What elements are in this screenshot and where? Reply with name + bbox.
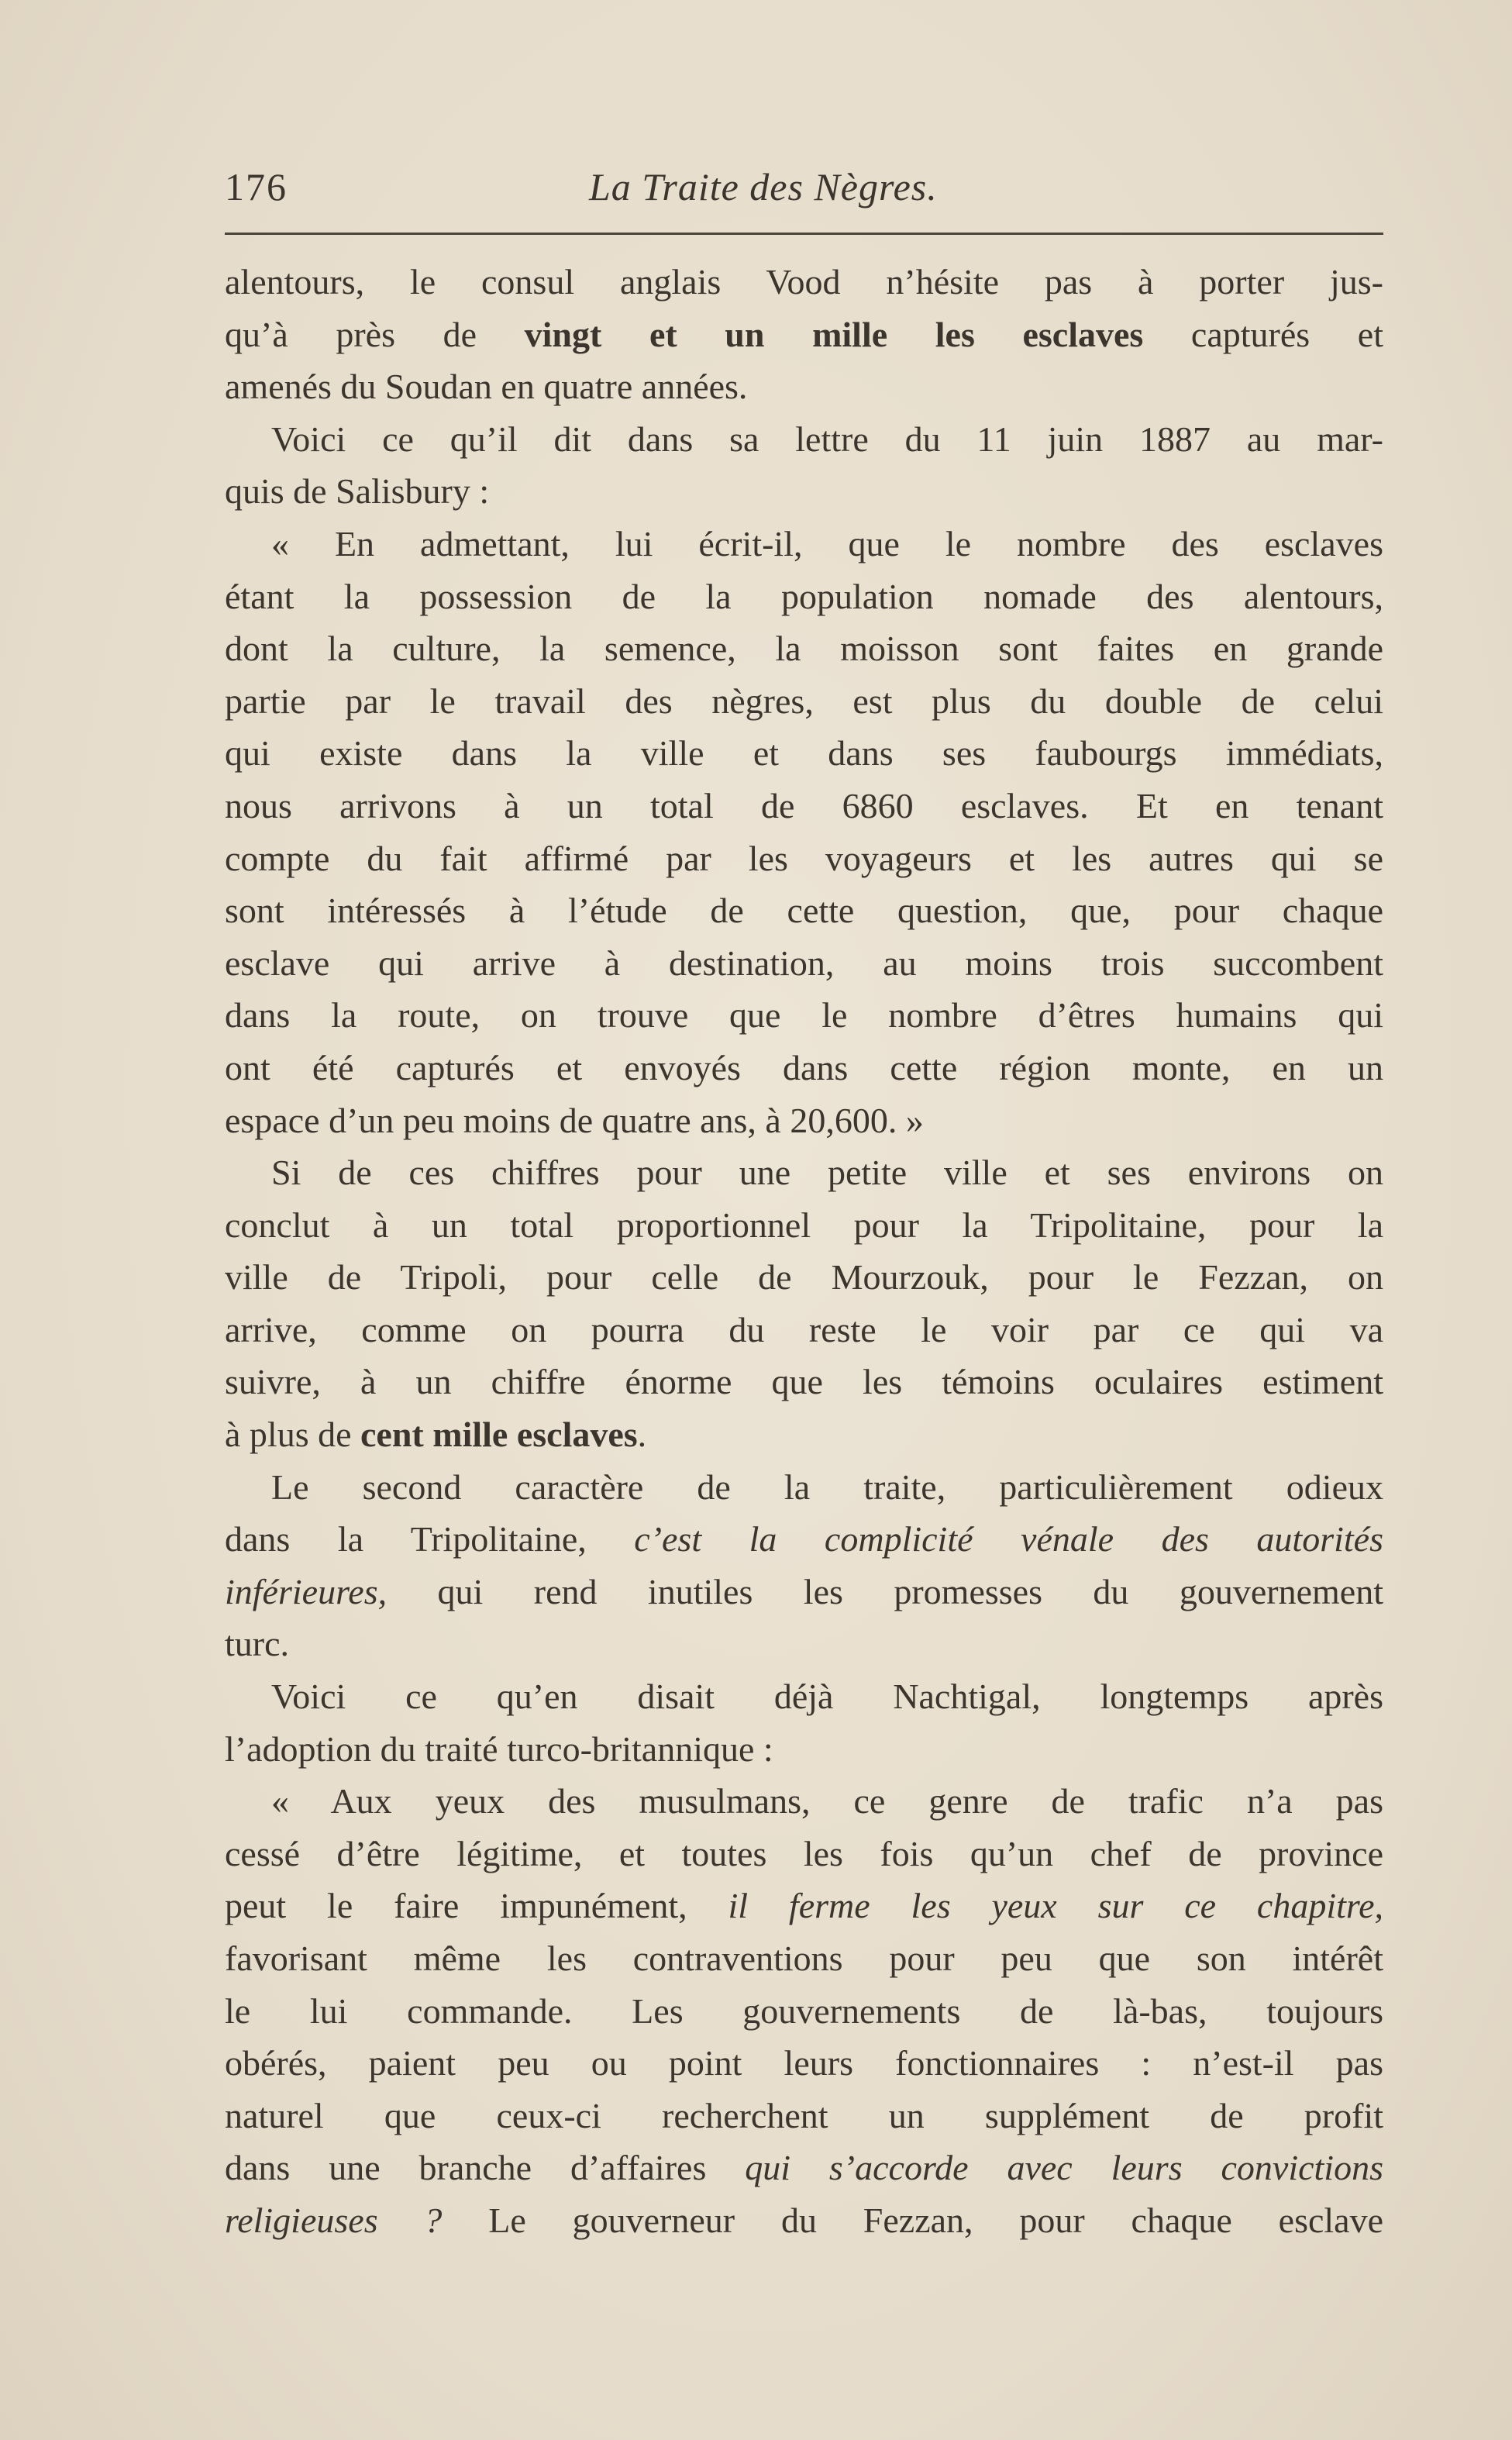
- text-line: [225, 884, 1383, 937]
- text-line: [225, 1618, 1383, 1670]
- page-number: 176: [225, 165, 288, 209]
- text-line: [225, 308, 1383, 361]
- text-segment: .: [637, 1415, 647, 1455]
- text-line: [225, 1985, 1383, 2038]
- text-line: [225, 675, 1383, 728]
- header-rule: [225, 233, 1383, 235]
- bold-text: cent mille esclaves: [360, 1415, 638, 1455]
- text-segment: qui rend inutiles les promesses du gouvernement: [387, 1571, 1383, 1611]
- text-line: [225, 1408, 1383, 1461]
- text-line: [225, 413, 1383, 466]
- text-segment: le lui commande. Les gouvernements de là-bas, toujours: [225, 1990, 1383, 2031]
- italic-text: il ferme les yeux sur ce chapitre,: [728, 1886, 1383, 1926]
- text-line: [225, 1880, 1383, 1932]
- text-segment: turc.: [225, 1624, 290, 1664]
- text-line: [225, 989, 1383, 1042]
- text-line: [225, 832, 1383, 885]
- text-line: [225, 1932, 1383, 1985]
- text-line: [225, 360, 1383, 413]
- text-segment: l’adoption du traité turco-britannique :: [225, 1728, 773, 1769]
- text-segment: compte du fait affirmé par les voyageurs et les autres qui se: [225, 838, 1383, 878]
- text-segment: dans la Tripolitaine,: [225, 1519, 635, 1559]
- text-segment: quis de Salisbury :: [225, 471, 490, 512]
- text-segment: cessé d’être légitime, et toutes les fois qu’un chef de province: [225, 1833, 1383, 1873]
- text-segment: Le gouverneur du Fezzan, pour chaque esclave: [442, 2200, 1383, 2240]
- text-line: [225, 1670, 1383, 1723]
- text-segment: Voici ce qu’en disait déjà Nachtigal, longtemps après: [271, 1677, 1383, 1717]
- text-segment: Voici ce qu’il dit dans sa lettre du 11 juin 1887 au mar-: [271, 419, 1383, 459]
- text-line: [225, 1146, 1383, 1199]
- text-segment: Le second caractère de la traite, particulièrement odieux: [271, 1466, 1383, 1507]
- text-line: [225, 256, 1383, 308]
- text-line: [225, 1251, 1383, 1304]
- text-segment: espace d’un peu moins de quatre ans, à 20,600. »: [225, 1100, 924, 1140]
- text-line: [225, 2090, 1383, 2142]
- text-segment: amenés du Soudan en quatre années.: [225, 367, 748, 407]
- text-segment: à plus de: [225, 1415, 361, 1455]
- text-line: [225, 1356, 1383, 1408]
- body-text: [225, 256, 1383, 2247]
- text-segment: étant la possession de la population nomade des alentours,: [225, 576, 1383, 616]
- text-line: [225, 1199, 1383, 1252]
- text-line: [225, 1775, 1383, 1828]
- text-segment: dont la culture, la semence, la moisson sont faites en grande: [225, 629, 1383, 669]
- text-line: [225, 518, 1383, 570]
- running-title: La Traite des Nègres.: [589, 165, 938, 209]
- text-segment: esclave qui arrive à destination, au moins trois succombent: [225, 943, 1383, 983]
- italic-text: qui s’accorde avec leurs convictions: [745, 2148, 1383, 2188]
- text-segment: arrive, comme on pourra du reste le voir par ce qui va: [225, 1309, 1383, 1349]
- text-segment: suivre, à un chiffre énorme que les témoins oculaires estiment: [225, 1362, 1383, 1402]
- text-line: [225, 2142, 1383, 2194]
- text-line: [225, 622, 1383, 675]
- text-segment: alentours, le consul anglais Vood n’hésite pas à porter jus-: [225, 262, 1383, 302]
- text-segment: ont été capturés et envoyés dans cette région monte, en un: [225, 1047, 1383, 1087]
- text-line: [225, 1513, 1383, 1566]
- text-segment: nous arrivons à un total de 6860 esclaves. Et en tenant: [225, 785, 1383, 825]
- text-segment: obérés, paient peu ou point leurs fonctionnaires : n’est-il pas: [225, 2043, 1383, 2083]
- text-segment: qu’à près de: [225, 314, 525, 354]
- text-line: [225, 937, 1383, 990]
- text-segment: « En admettant, lui écrit-il, que le nombre des esclaves: [271, 523, 1383, 563]
- text-line: [225, 780, 1383, 832]
- text-segment: favorisant même les contraventions pour peu que son intérêt: [225, 1939, 1383, 1978]
- text-segment: « Aux yeux des musulmans, ce genre de trafic n’a pas: [271, 1781, 1383, 1821]
- text-segment: qui existe dans la ville et dans ses faubourgs immédiats,: [225, 733, 1383, 774]
- text-segment: partie par le travail des nègres, est plus du double de celui: [225, 681, 1383, 721]
- text-segment: naturel que ceux-ci recherchent un supplément de profit: [225, 2095, 1383, 2135]
- text-line: [225, 465, 1383, 518]
- text-line: [225, 2194, 1383, 2247]
- text-line: [225, 1566, 1383, 1618]
- bold-text: vingt et un mille les esclaves: [524, 314, 1144, 354]
- text-segment: conclut à un total proportionnel pour la Tripolitaine, pour la: [225, 1204, 1383, 1245]
- text-segment: ville de Tripoli, pour celle de Mourzouk, pour le Fezzan, on: [225, 1257, 1383, 1298]
- text-line: [225, 570, 1383, 623]
- text-segment: dans une branche d’affaires: [225, 2148, 746, 2188]
- italic-text: c’est la complicité vénale des autorités: [634, 1519, 1383, 1559]
- italic-text: religieuses ?: [225, 2200, 443, 2240]
- text-line: [225, 1304, 1383, 1356]
- italic-text: inférieures,: [225, 1571, 387, 1611]
- text-segment: dans la route, on trouve que le nombre d’êtres humains qui: [225, 995, 1383, 1036]
- text-line: [225, 1723, 1383, 1776]
- running-header: [225, 164, 1383, 219]
- text-segment: peut le faire impunément,: [225, 1886, 728, 1926]
- text-line: [225, 1461, 1383, 1514]
- text-segment: sont intéressés à l’étude de cette question, que, pour chaque: [225, 891, 1383, 931]
- text-line: [225, 1042, 1383, 1094]
- text-line: [225, 727, 1383, 780]
- text-line: [225, 1828, 1383, 1880]
- text-line: [225, 1094, 1383, 1147]
- text-segment: Si de ces chiffres pour une petite ville et ses environs on: [271, 1153, 1383, 1193]
- text-segment: capturés et: [1143, 314, 1383, 354]
- text-line: [225, 2037, 1383, 2090]
